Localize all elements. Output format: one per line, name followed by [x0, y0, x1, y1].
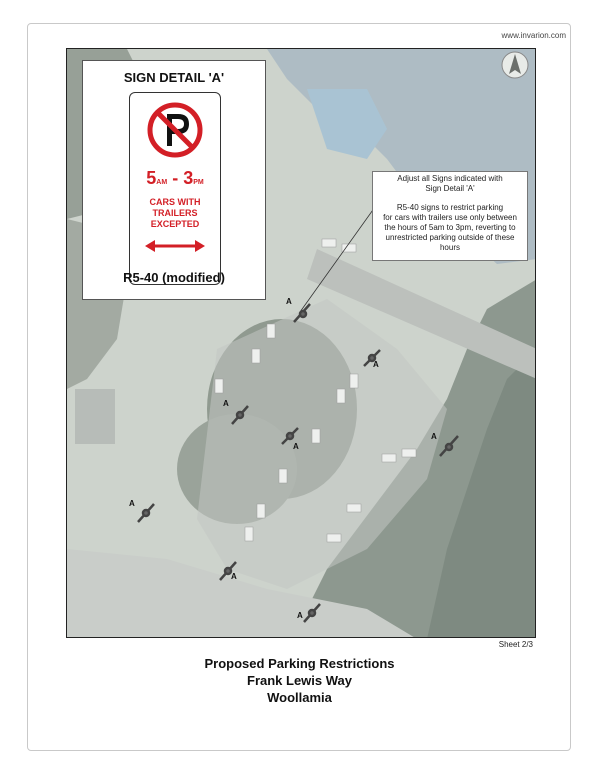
sign-marker-8[interactable] — [304, 604, 320, 622]
callout-line-2: Sign Detail 'A' — [425, 184, 475, 193]
sign-caption: R5-40 (modified) — [123, 270, 225, 285]
hours-end-suffix: PM — [193, 179, 204, 186]
title-line-2: Frank Lewis Way — [247, 673, 352, 688]
sign-marker-5[interactable] — [440, 436, 458, 456]
marker-label-1: A — [286, 297, 292, 306]
callout-line-4: for cars with trailers use only between — [383, 213, 517, 222]
callout-line-1: Adjust all Signs indicated with — [397, 174, 503, 183]
sign-detail-title: SIGN DETAIL 'A' — [123, 70, 225, 85]
marker-label-7: A — [231, 572, 237, 581]
exception-line-1: CARS WITH — [149, 197, 201, 207]
callout-line-3: R5-40 signs to restrict parking — [396, 203, 504, 212]
marker-label-3: A — [223, 399, 229, 408]
sign-marker-3[interactable] — [232, 406, 248, 424]
title-line-1: Proposed Parking Restrictions — [204, 656, 395, 671]
marker-label-6: A — [129, 499, 135, 508]
marker-label-5: A — [431, 432, 437, 441]
title-line-3: Woollamia — [267, 690, 332, 705]
hours-start: 5 — [146, 168, 157, 188]
marker-label-4: A — [293, 442, 299, 451]
sheet-number: Sheet 2/3 — [498, 640, 533, 649]
hours-dash: - — [172, 168, 179, 188]
sign-marker-1[interactable] — [294, 304, 310, 322]
marker-label-2: A — [373, 360, 379, 369]
website-url[interactable]: www.invarion.com — [501, 31, 566, 40]
callout-line-7: hours — [439, 243, 460, 252]
callout-line-6: unrestricted parking outside of these — [385, 233, 515, 242]
marker-label-8: A — [297, 611, 303, 620]
hours-start-suffix: AM — [156, 179, 168, 186]
sign-marker-6[interactable] — [138, 504, 154, 522]
title-block — [0, 655, 599, 706]
exception-line-2: TRAILERS — [152, 208, 198, 218]
hours-end: 3 — [183, 168, 194, 188]
exception-line-3: EXCEPTED — [150, 219, 200, 229]
callout-line-5: the hours of 5am to 3pm, reverting to — [384, 223, 516, 232]
